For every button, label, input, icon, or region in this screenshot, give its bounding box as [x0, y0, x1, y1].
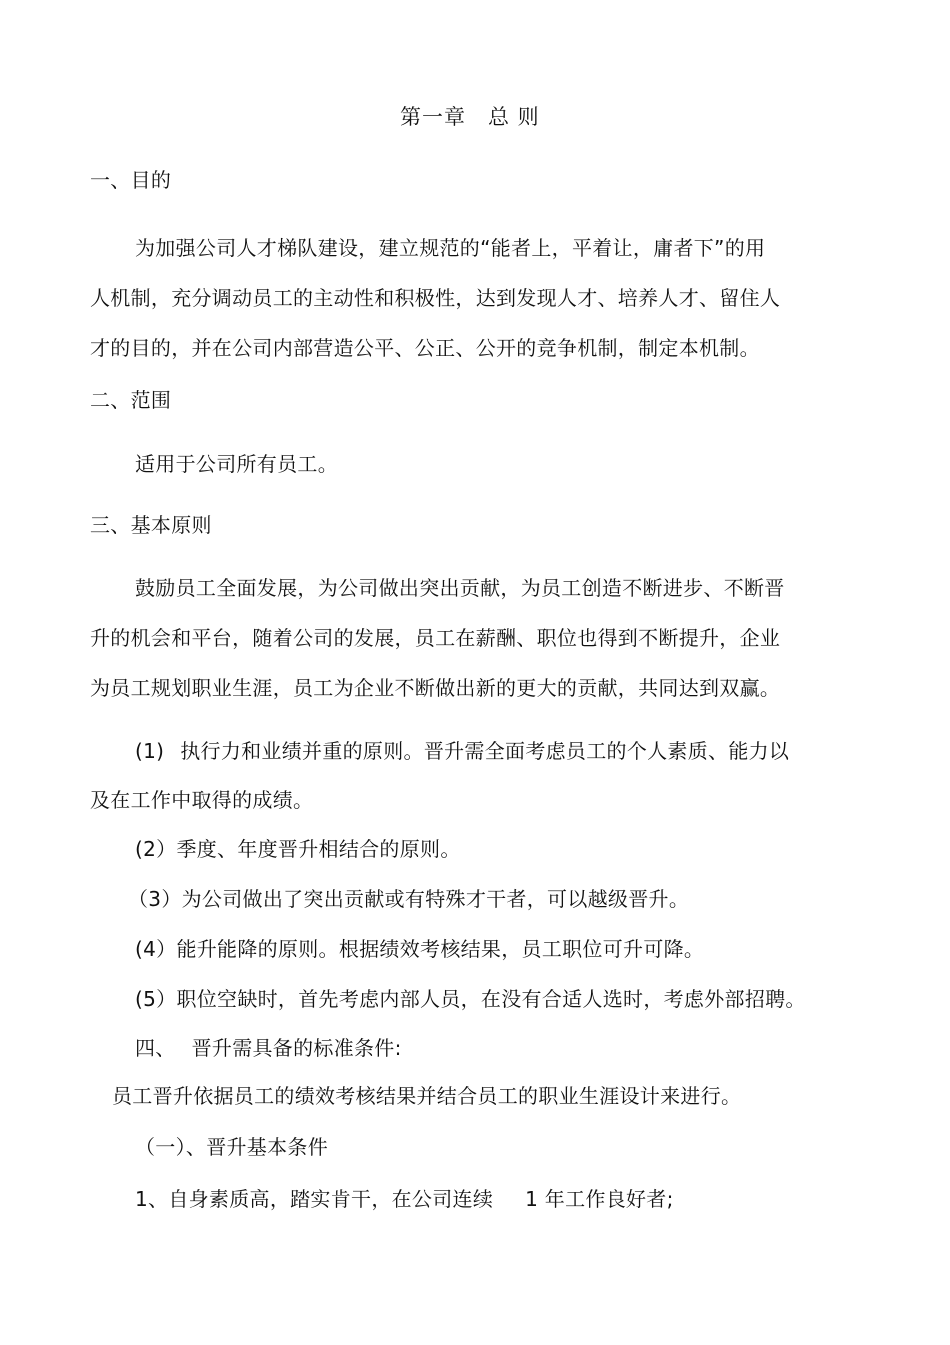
principle-marker: (4）: [135, 937, 177, 961]
principle-text: 能升能降的原则。根据绩效考核结果，员工职位可升可降。: [176, 937, 705, 961]
principle-text: 为公司做出了突出贡献或有特殊才干者，可以越级晋升。: [181, 887, 690, 911]
principles-paragraph-line: 鼓励员工全面发展，为公司做出突出贡献，为员工创造不断进步、不断晋: [135, 576, 785, 600]
section-heading-purpose: 一、目的: [90, 168, 172, 192]
purpose-paragraph-line: 为加强公司人才梯队建设，建立规范的“能者上，平着让，庸者下”的用: [135, 236, 766, 260]
purpose-paragraph-line: 人机制，充分调动员工的主动性和积极性，达到发现人才、培养人才、留住人: [90, 286, 781, 310]
basic-conditions-heading: （一）、晋升基本条件: [135, 1135, 328, 1159]
section-title: 晋升需具备的标准条件:: [191, 1036, 402, 1060]
chapter-number: 第一章: [400, 105, 466, 129]
principle-marker: (1): [135, 739, 165, 763]
chapter-name: 总 则: [488, 105, 540, 129]
condition-text-tail: 1 年工作良好者;: [525, 1187, 674, 1211]
principle-item-2: [135, 835, 461, 863]
principle-item-1-continuation: 及在工作中取得的成绩。: [90, 788, 314, 812]
section-heading-promotion-criteria: [135, 1034, 402, 1062]
principle-marker: (2）: [135, 837, 177, 861]
section-heading-principles: 三、基本原则: [90, 513, 212, 537]
condition-text: 1、自身素质高，踏实肯干，在公司连续: [135, 1187, 494, 1211]
principle-item-4: [135, 935, 704, 963]
principle-marker: （3）: [128, 887, 182, 911]
principle-text: 职位空缺时，首先考虑内部人员，在没有合适人选时，考虑外部招聘。: [176, 987, 806, 1011]
principle-text: 季度、年度晋升相结合的原则。: [176, 837, 461, 861]
principle-text: 执行力和业绩并重的原则。晋升需全面考虑员工的个人素质、能力以: [180, 739, 790, 763]
principle-item-3: [128, 885, 689, 913]
principles-paragraph-line: 升的机会和平台，随着公司的发展，员工在薪酬、职位也得到不断提升，企业: [90, 626, 781, 650]
principle-item-1: [135, 737, 789, 765]
chapter-title: [400, 103, 540, 131]
principle-item-5: [135, 985, 806, 1013]
principle-marker: (5）: [135, 987, 177, 1011]
scope-paragraph-line: 适用于公司所有员工。: [135, 452, 338, 476]
section-heading-scope: 二、范围: [90, 388, 172, 412]
section-number: 四、: [135, 1036, 176, 1060]
condition-item-1: [135, 1185, 674, 1213]
purpose-paragraph-line: 才的目的，并在公司内部营造公平、公正、公开的竞争机制，制定本机制。: [90, 336, 760, 360]
principles-paragraph-line: 为员工规划职业生涯，员工为企业不断做出新的更大的贡献，共同达到双赢。: [90, 676, 781, 700]
criteria-intro-line: 员工晋升依据员工的绩效考核结果并结合员工的职业生涯设计来进行。: [112, 1084, 742, 1108]
